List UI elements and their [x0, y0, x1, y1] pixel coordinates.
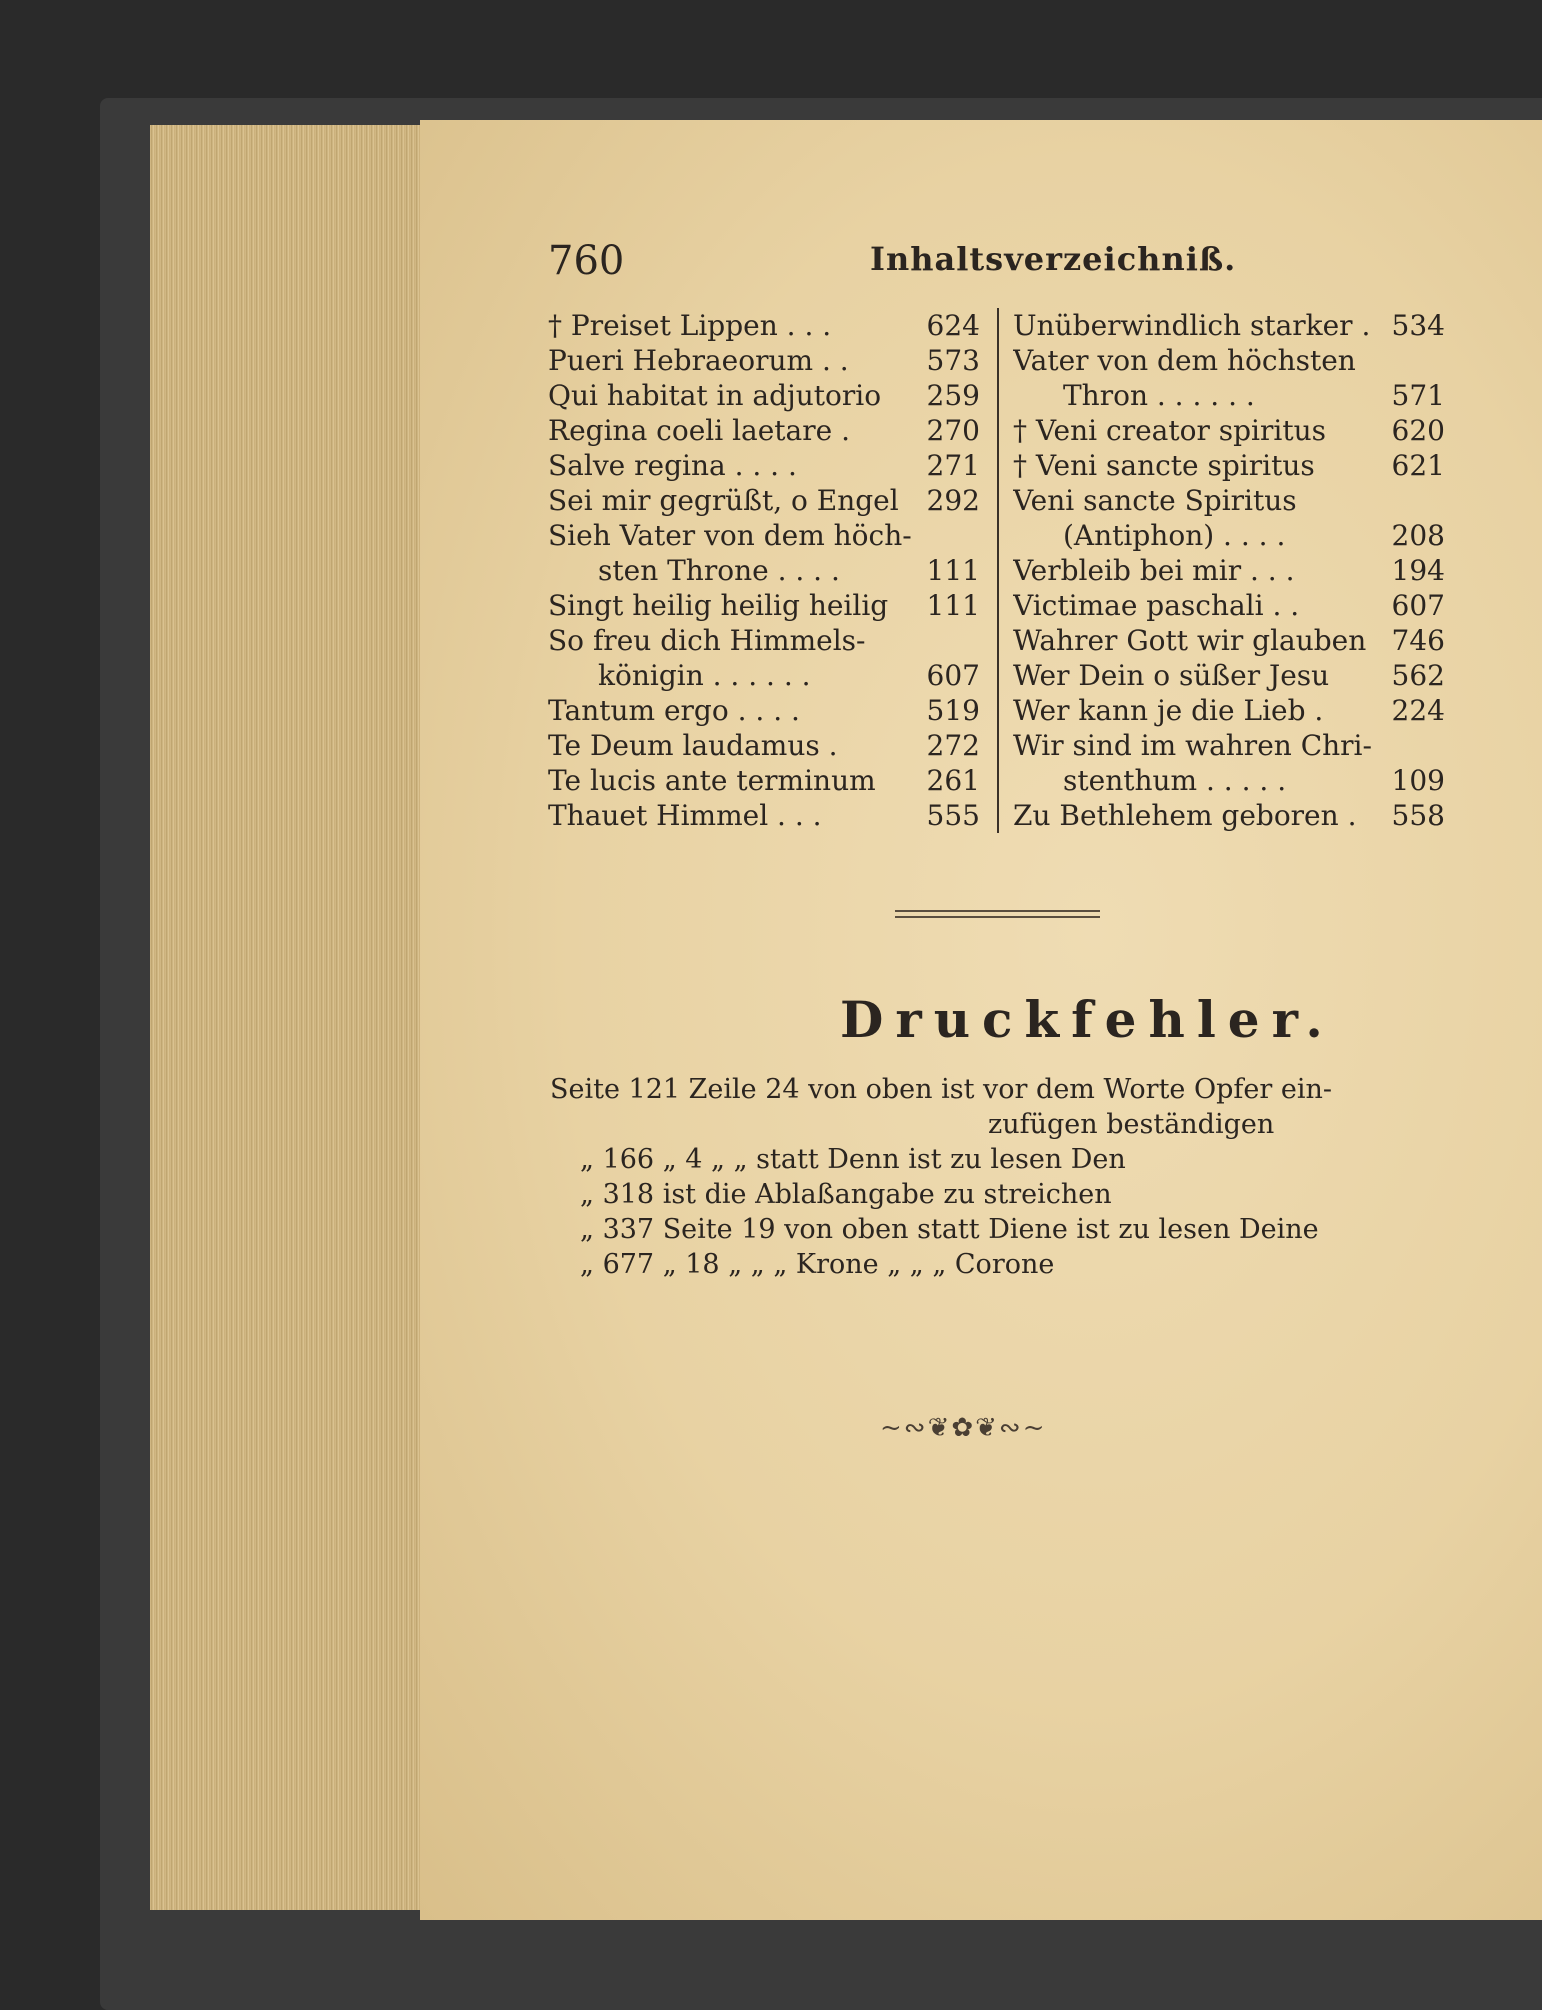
column-divider — [997, 308, 999, 833]
index-entry: So freu dich Himmels- — [548, 624, 866, 657]
index-entry: Te Deum laudamus . 272 — [548, 729, 980, 762]
index-entry: † Veni creator spiritus 620 — [1013, 414, 1445, 447]
errata-line: „ 318 ist die Ablaßangabe zu streichen — [580, 1179, 1112, 1210]
index-entry: Wahrer Gott wir glauben 746 — [1013, 624, 1445, 657]
index-entry: Wir sind im wahren Chri- — [1013, 729, 1372, 762]
index-entry: Regina coeli laetare . 270 — [548, 414, 980, 447]
index-entry: Te lucis ante terminum 261 — [548, 764, 980, 797]
page-stack-edge — [150, 125, 420, 1910]
errata-line: „ 337 Seite 19 von oben statt Diene ist zu lesen Deine — [580, 1214, 1319, 1245]
section-divider — [895, 910, 1100, 912]
index-entry: Vater von dem höchsten — [1013, 344, 1356, 377]
index-entry: Salve regina . . . . 271 — [548, 449, 980, 482]
index-entry: Sei mir gegrüßt, o Engel 292 — [548, 484, 980, 517]
section-divider — [895, 916, 1100, 918]
errata-list — [550, 1072, 1450, 1282]
index-entry: Sieh Vater von dem höch- — [548, 519, 912, 552]
index-entry: Pueri Hebraeorum . . 573 — [548, 344, 980, 377]
index-entry: Thauet Himmel . . . 555 — [548, 799, 980, 832]
index-entry: Verbleib bei mir . . . 194 — [1013, 554, 1445, 587]
page-number: 760 — [548, 238, 625, 284]
errata-line: Seite 121 Zeile 24 von oben ist vor dem Worte Opfer ein- — [550, 1074, 1332, 1105]
index-entry: Wer Dein o süßer Jesu 562 — [1013, 659, 1445, 692]
index-column-right — [1013, 308, 1445, 833]
index-entry: † Preiset Lippen . . . 624 — [548, 309, 980, 342]
index-entry-continued: (Antiphon) . . . . 208 — [1063, 519, 1445, 552]
index-entry: Veni sancte Spiritus — [1013, 484, 1297, 517]
errata-line: zufügen beständigen — [988, 1109, 1275, 1140]
index-entry-continued: königin . . . . . . 607 — [598, 659, 980, 692]
index-entry: Unüberwindlich starker . 534 — [1013, 309, 1445, 342]
errata-heading: Druckfehler. — [840, 990, 1335, 1049]
index-entry: Wer kann je die Lieb . 224 — [1013, 694, 1445, 727]
index-entry: † Veni sancte spiritus 621 — [1013, 449, 1445, 482]
index-entry: Singt heilig heilig heilig 111 — [548, 589, 980, 622]
index-entry: Zu Bethlehem geboren . 558 — [1013, 799, 1445, 832]
page-title: Inhaltsverzeichniß. — [870, 240, 1237, 278]
index-entry: Qui habitat in adjutorio 259 — [548, 379, 980, 412]
index-entry-continued: sten Throne . . . . 111 — [598, 554, 980, 587]
errata-line: „ 166 „ 4 „ „ statt Denn ist zu lesen Den — [580, 1144, 1126, 1175]
index-entry: Victimae paschali . . 607 — [1013, 589, 1445, 622]
index-entry-continued: stenthum . . . . . 109 — [1063, 764, 1445, 797]
index-entry: Tantum ergo . . . . 519 — [548, 694, 980, 727]
index-column-left — [548, 308, 980, 833]
index-entry-continued: Thron . . . . . . 571 — [1063, 379, 1445, 412]
ornament-icon: ~∾❦✿❦∾~ — [880, 1413, 1047, 1443]
errata-line: „ 677 „ 18 „ „ „ Krone „ „ „ Corone — [580, 1249, 1055, 1280]
